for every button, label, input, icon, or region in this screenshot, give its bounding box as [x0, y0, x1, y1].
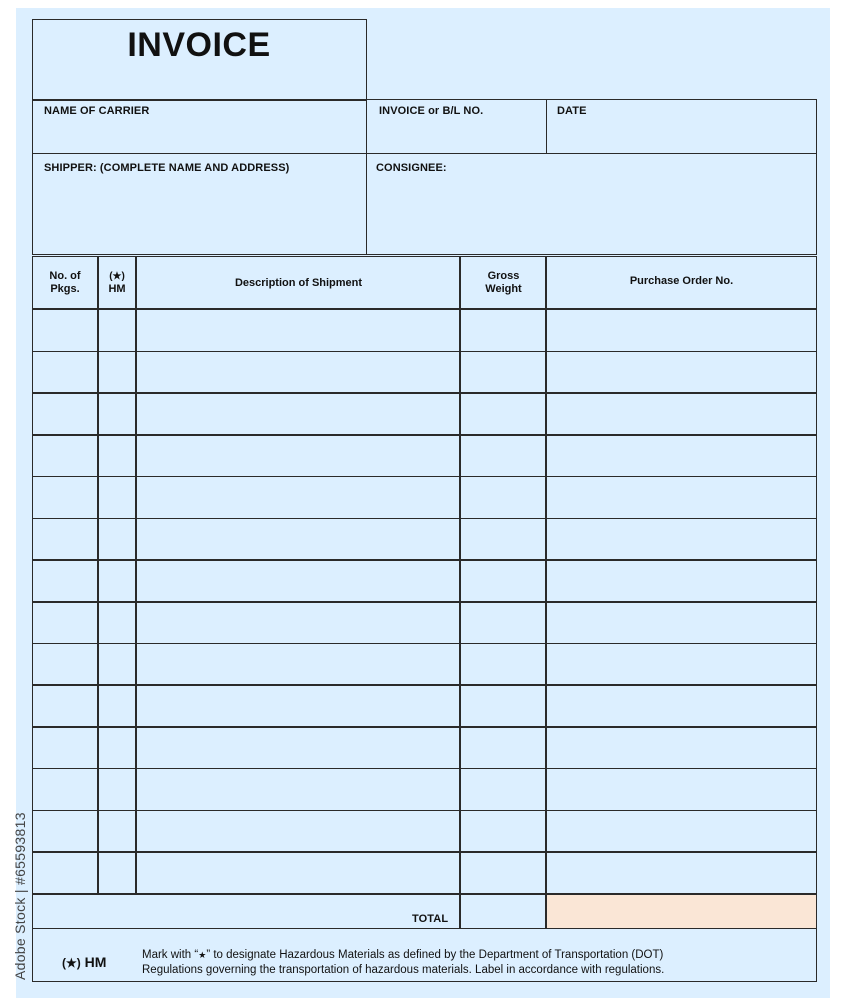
- cell-hm[interactable]: [99, 477, 136, 517]
- cell-weight[interactable]: [461, 685, 546, 725]
- col-header-hm-label: HM: [108, 283, 126, 295]
- cell-hm[interactable]: [99, 435, 136, 475]
- cell-po[interactable]: [547, 310, 817, 350]
- cell-po[interactable]: [547, 811, 817, 851]
- cell-pkgs[interactable]: [33, 393, 97, 433]
- row-divider: [32, 601, 817, 603]
- row-divider: [32, 768, 817, 770]
- cell-weight[interactable]: [461, 310, 546, 350]
- hazmat-note-line-2: Regulations governing the transportation of hazardous materials. Label in accordance with regulations.: [142, 964, 665, 976]
- row-divider: [32, 559, 817, 561]
- cell-po[interactable]: [547, 435, 817, 475]
- star-icon: (★): [62, 956, 81, 970]
- cell-weight[interactable]: [461, 852, 546, 892]
- invoice-title: INVOICE: [127, 26, 271, 64]
- cell-weight[interactable]: [461, 644, 546, 684]
- cell-pkgs[interactable]: [33, 352, 97, 392]
- row-divider: [32, 684, 817, 686]
- cell-hm[interactable]: [99, 602, 136, 642]
- hazmat-note-text: Mark with “: [142, 949, 199, 961]
- cell-pkgs[interactable]: [33, 477, 97, 517]
- cell-hm[interactable]: [99, 811, 136, 851]
- star-icon: ★: [198, 950, 207, 960]
- consignee-label: CONSIGNEE:: [376, 162, 447, 174]
- cell-description[interactable]: [137, 560, 460, 600]
- cell-description[interactable]: [137, 685, 460, 725]
- cell-description[interactable]: [137, 352, 460, 392]
- hazmat-note-line-1: [142, 948, 812, 963]
- cell-pkgs[interactable]: [33, 769, 97, 809]
- cell-po[interactable]: [547, 477, 817, 517]
- carrier-label: NAME OF CARRIER: [44, 105, 150, 117]
- hm-key-label: HM: [84, 954, 107, 970]
- cell-po[interactable]: [547, 644, 817, 684]
- cell-weight[interactable]: [461, 519, 546, 559]
- cell-weight[interactable]: [461, 393, 546, 433]
- cell-description[interactable]: [137, 602, 460, 642]
- cell-po[interactable]: [547, 727, 817, 767]
- row-divider: [32, 434, 817, 436]
- col-header-weight-label: Gross Weight: [485, 270, 522, 295]
- cell-po[interactable]: [547, 602, 817, 642]
- total-label: TOTAL: [412, 913, 449, 925]
- cell-description[interactable]: [137, 852, 460, 892]
- total-value-field[interactable]: [547, 895, 816, 928]
- row-divider: [32, 726, 817, 728]
- row-divider: [32, 851, 817, 853]
- cell-hm[interactable]: [99, 560, 136, 600]
- cell-pkgs[interactable]: [33, 644, 97, 684]
- cell-pkgs[interactable]: [33, 560, 97, 600]
- cell-hm[interactable]: [99, 769, 136, 809]
- cell-hm[interactable]: [99, 685, 136, 725]
- hm-key: [62, 954, 106, 970]
- cell-weight[interactable]: [461, 727, 546, 767]
- hazmat-note: [142, 948, 812, 978]
- cell-weight[interactable]: [461, 352, 546, 392]
- date-label: DATE: [557, 105, 587, 117]
- row-divider: [32, 351, 817, 353]
- date-field[interactable]: [546, 99, 817, 154]
- cell-po[interactable]: [547, 560, 817, 600]
- star-icon: (★): [109, 271, 125, 282]
- total-weight-field[interactable]: [461, 895, 545, 928]
- cell-pkgs[interactable]: [33, 435, 97, 475]
- invoice-number-label: INVOICE or B/L NO.: [379, 105, 484, 117]
- cell-hm[interactable]: [99, 352, 136, 392]
- row-divider: [32, 643, 817, 645]
- cell-pkgs[interactable]: [33, 685, 97, 725]
- cell-hm[interactable]: [99, 852, 136, 892]
- cell-hm[interactable]: [99, 727, 136, 767]
- cell-hm[interactable]: [99, 519, 136, 559]
- cell-description[interactable]: [137, 811, 460, 851]
- cell-description[interactable]: [137, 310, 460, 350]
- col-header-po: [547, 259, 816, 303]
- cell-weight[interactable]: [461, 769, 546, 809]
- col-header-description: [137, 259, 460, 307]
- cell-weight[interactable]: [461, 602, 546, 642]
- cell-po[interactable]: [547, 519, 817, 559]
- hazmat-note-text: ” to designate Hazardous Materials as defined by the Department of Transportation (DOT): [206, 949, 664, 961]
- row-divider: [32, 810, 817, 812]
- cell-weight[interactable]: [461, 811, 546, 851]
- cell-pkgs[interactable]: [33, 310, 97, 350]
- cell-pkgs[interactable]: [33, 519, 97, 559]
- row-divider: [32, 518, 817, 520]
- col-header-description-label: Description of Shipment: [234, 276, 363, 289]
- row-divider: [32, 392, 817, 394]
- stock-watermark: Adobe Stock | #65593813: [12, 812, 28, 980]
- cell-weight[interactable]: [461, 560, 546, 600]
- cell-po[interactable]: [547, 352, 817, 392]
- cell-description[interactable]: [137, 644, 460, 684]
- cell-po[interactable]: [547, 685, 817, 725]
- cell-description[interactable]: [137, 769, 460, 809]
- cell-description[interactable]: [137, 477, 460, 517]
- cell-description[interactable]: [137, 393, 460, 433]
- cell-pkgs[interactable]: [33, 602, 97, 642]
- cell-hm[interactable]: [99, 644, 136, 684]
- cell-pkgs[interactable]: [33, 811, 97, 851]
- cell-hm[interactable]: [99, 310, 136, 350]
- cell-pkgs[interactable]: [33, 852, 97, 892]
- cell-description[interactable]: [137, 727, 460, 767]
- shipper-label: SHIPPER: (COMPLETE NAME AND ADDRESS): [44, 162, 290, 174]
- cell-description[interactable]: [137, 519, 460, 559]
- cell-description[interactable]: [137, 435, 460, 475]
- cell-weight[interactable]: [461, 477, 546, 517]
- cell-po[interactable]: [547, 769, 817, 809]
- col-header-pkgs: [33, 259, 97, 307]
- cell-hm[interactable]: [99, 393, 136, 433]
- cell-po[interactable]: [547, 852, 817, 892]
- col-header-po-label: Purchase Order No.: [629, 274, 734, 287]
- cell-weight[interactable]: [461, 435, 546, 475]
- row-divider: [32, 476, 817, 478]
- col-header-pkgs-label: No. of Pkgs.: [49, 270, 81, 295]
- col-header-weight: [461, 259, 546, 307]
- cell-po[interactable]: [547, 393, 817, 433]
- col-header-hm: [98, 259, 136, 307]
- cell-pkgs[interactable]: [33, 727, 97, 767]
